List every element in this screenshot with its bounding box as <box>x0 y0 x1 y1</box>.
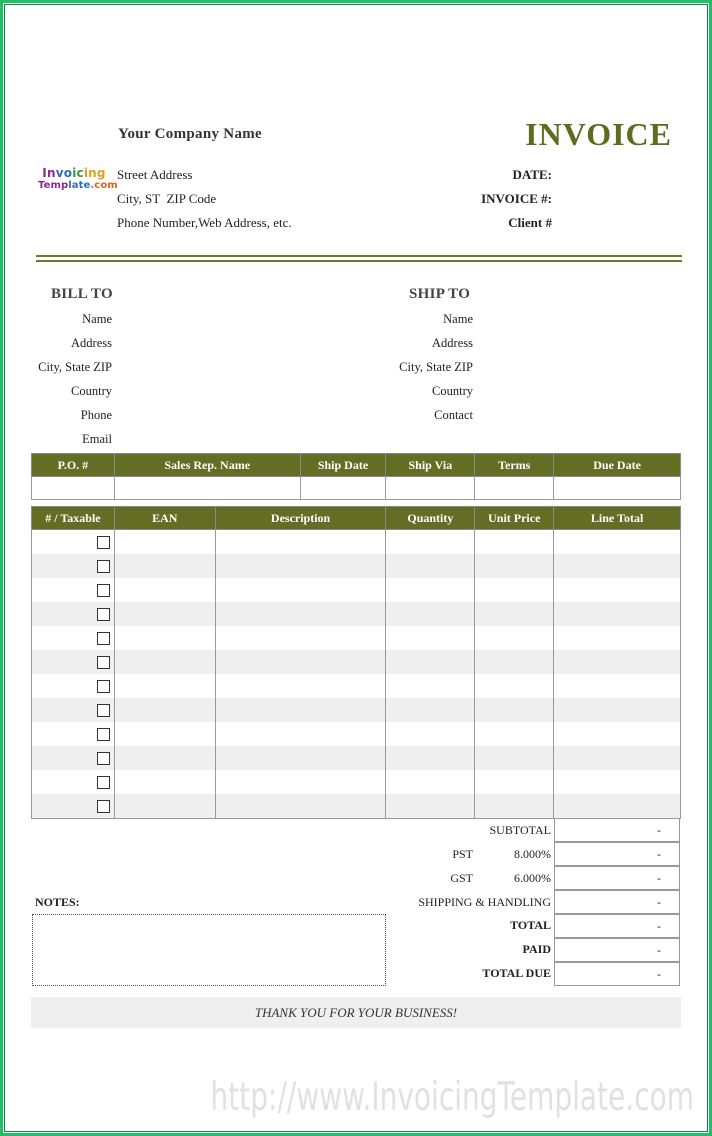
description-cell[interactable] <box>215 746 386 770</box>
taxable-cell[interactable] <box>32 698 115 722</box>
notes-box[interactable] <box>32 914 386 986</box>
description-cell[interactable] <box>215 530 386 555</box>
description-cell[interactable] <box>215 554 386 578</box>
logo-line-1: Invoicing <box>42 166 106 180</box>
line-total-cell[interactable] <box>554 698 681 722</box>
taxable-checkbox[interactable] <box>97 632 110 645</box>
ean-cell[interactable] <box>114 722 215 746</box>
taxable-cell[interactable] <box>32 746 115 770</box>
paid-value[interactable]: - <box>554 938 680 962</box>
shipping-value[interactable]: - <box>554 890 680 914</box>
taxable-cell[interactable] <box>32 674 115 698</box>
line-total-cell[interactable] <box>554 770 681 794</box>
description-cell[interactable] <box>215 650 386 674</box>
ean-cell[interactable] <box>114 650 215 674</box>
line-total-cell[interactable] <box>554 626 681 650</box>
table-row <box>32 722 681 746</box>
unit-price-cell[interactable] <box>475 722 554 746</box>
description-cell[interactable] <box>215 770 386 794</box>
unit-price-cell[interactable] <box>475 794 554 819</box>
table-row <box>32 794 681 819</box>
quantity-cell[interactable] <box>386 674 475 698</box>
quantity-cell[interactable] <box>386 626 475 650</box>
taxable-cell[interactable] <box>32 650 115 674</box>
quantity-cell[interactable] <box>386 530 475 555</box>
subtotal-label: SUBTOTAL <box>489 823 551 837</box>
line-total-cell[interactable] <box>554 602 681 626</box>
quantity-cell[interactable] <box>386 698 475 722</box>
watermark: http://www.InvoicingTemplate.com <box>210 1073 694 1120</box>
taxable-checkbox[interactable] <box>97 560 110 573</box>
header-due-date: Due Date <box>554 454 681 477</box>
unit-price-cell[interactable] <box>475 650 554 674</box>
ship-to-title: SHIP TO <box>409 286 471 302</box>
ship-to-address-label: Address <box>432 336 473 350</box>
ship-to-contact-label: Contact <box>434 408 473 422</box>
table-row <box>32 650 681 674</box>
description-cell[interactable] <box>215 578 386 602</box>
shipping-label: SHIPPING & HANDLING <box>418 895 551 909</box>
sales-rep-cell[interactable] <box>114 477 300 500</box>
unit-price-cell[interactable] <box>475 602 554 626</box>
due-date-cell[interactable] <box>554 477 681 500</box>
terms-cell[interactable] <box>475 477 554 500</box>
ship-to-country-label: Country <box>432 384 473 398</box>
taxable-cell[interactable] <box>32 578 115 602</box>
divider-top <box>36 255 682 257</box>
header-description: Description <box>215 507 386 530</box>
quantity-cell[interactable] <box>386 554 475 578</box>
bill-to-name-label: Name <box>82 312 112 326</box>
taxable-cell[interactable] <box>32 722 115 746</box>
subtotal-value[interactable]: - <box>554 818 680 842</box>
phone-web: Phone Number,Web Address, etc. <box>117 215 292 230</box>
company-name: Your Company Name <box>118 126 262 142</box>
invoice-number-label: INVOICE #: <box>481 191 552 206</box>
header-ship-via: Ship Via <box>386 454 475 477</box>
pst-label: PST <box>452 847 473 861</box>
ship-to-city-label: City, State ZIP <box>399 360 473 374</box>
line-total-cell[interactable] <box>554 746 681 770</box>
header-line-total: Line Total <box>554 507 681 530</box>
taxable-checkbox[interactable] <box>97 800 110 813</box>
pst-rate[interactable]: 8.000% <box>514 847 551 861</box>
order-info-table <box>31 453 681 500</box>
ean-cell[interactable] <box>114 530 215 555</box>
ship-date-cell[interactable] <box>300 477 386 500</box>
total-value: - <box>554 914 680 938</box>
table-row <box>32 578 681 602</box>
quantity-cell[interactable] <box>386 602 475 626</box>
bill-to-phone-label: Phone <box>80 408 112 422</box>
taxable-checkbox[interactable] <box>97 776 110 789</box>
unit-price-cell[interactable] <box>475 578 554 602</box>
taxable-checkbox[interactable] <box>97 752 110 765</box>
taxable-checkbox[interactable] <box>97 608 110 621</box>
ean-cell[interactable] <box>114 602 215 626</box>
description-cell[interactable] <box>215 626 386 650</box>
taxable-cell[interactable] <box>32 602 115 626</box>
quantity-cell[interactable] <box>386 770 475 794</box>
line-total-cell[interactable] <box>554 650 681 674</box>
paid-label: PAID <box>522 942 551 956</box>
bill-to-country-label: Country <box>71 384 112 398</box>
taxable-checkbox[interactable] <box>97 536 110 549</box>
quantity-cell[interactable] <box>386 746 475 770</box>
unit-price-cell[interactable] <box>475 698 554 722</box>
unit-price-cell[interactable] <box>475 770 554 794</box>
header-ean: EAN <box>114 507 215 530</box>
header-terms: Terms <box>475 454 554 477</box>
header-ship-date: Ship Date <box>300 454 386 477</box>
header-taxable: # / Taxable <box>32 507 115 530</box>
city-state-zip: City, ST ZIP Code <box>117 191 217 206</box>
line-total-cell[interactable] <box>554 794 681 819</box>
unit-price-cell[interactable] <box>475 746 554 770</box>
table-row <box>32 602 681 626</box>
table-row <box>32 554 681 578</box>
description-cell[interactable] <box>215 794 386 819</box>
line-total-cell[interactable] <box>554 554 681 578</box>
ean-cell[interactable] <box>114 746 215 770</box>
description-cell[interactable] <box>215 722 386 746</box>
ean-cell[interactable] <box>114 578 215 602</box>
ship-to-name-label: Name <box>443 312 473 326</box>
description-cell[interactable] <box>215 602 386 626</box>
bill-to-address-label: Address <box>71 336 112 350</box>
quantity-cell[interactable] <box>386 722 475 746</box>
bill-to-email-label: Email <box>82 432 112 446</box>
client-number-label: Client # <box>508 215 552 230</box>
taxable-cell[interactable] <box>32 554 115 578</box>
ean-cell[interactable] <box>114 554 215 578</box>
unit-price-cell[interactable] <box>475 530 554 555</box>
notes-label: NOTES: <box>35 895 80 909</box>
gst-value[interactable]: - <box>554 866 680 890</box>
line-total-cell[interactable] <box>554 578 681 602</box>
unit-price-cell[interactable] <box>475 626 554 650</box>
header-quantity: Quantity <box>386 507 475 530</box>
taxable-checkbox[interactable] <box>97 704 110 717</box>
quantity-cell[interactable] <box>386 578 475 602</box>
quantity-cell[interactable] <box>386 650 475 674</box>
po-number-cell[interactable] <box>32 477 115 500</box>
table-row <box>32 698 681 722</box>
thank-you-message: THANK YOU FOR YOUR BUSINESS! <box>31 997 681 1028</box>
total-due-value: - <box>554 962 680 986</box>
quantity-cell[interactable] <box>386 794 475 819</box>
total-due-label: TOTAL DUE <box>482 966 551 980</box>
taxable-cell[interactable] <box>32 626 115 650</box>
ean-cell[interactable] <box>114 698 215 722</box>
taxable-cell[interactable] <box>32 530 115 555</box>
line-total-cell[interactable] <box>554 722 681 746</box>
ean-cell[interactable] <box>114 674 215 698</box>
line-total-cell[interactable] <box>554 674 681 698</box>
header-sales-rep: Sales Rep. Name <box>114 454 300 477</box>
ship-via-cell[interactable] <box>386 477 475 500</box>
logo-line-2: Template.com <box>38 180 118 191</box>
taxable-checkbox[interactable] <box>97 680 110 693</box>
pst-value[interactable]: - <box>554 842 680 866</box>
unit-price-cell[interactable] <box>475 674 554 698</box>
taxable-checkbox[interactable] <box>97 728 110 741</box>
header-unit-price: Unit Price <box>475 507 554 530</box>
street-address: Street Address <box>117 167 193 182</box>
company-logo <box>38 166 118 191</box>
taxable-checkbox[interactable] <box>97 584 110 597</box>
invoice-title: INVOICE <box>525 116 672 152</box>
taxable-checkbox[interactable] <box>97 656 110 669</box>
line-total-cell[interactable] <box>554 530 681 555</box>
table-row <box>32 626 681 650</box>
table-row <box>32 674 681 698</box>
ean-cell[interactable] <box>114 794 215 819</box>
gst-label: GST <box>450 871 473 885</box>
unit-price-cell[interactable] <box>475 554 554 578</box>
table-row <box>32 530 681 555</box>
table-row <box>32 746 681 770</box>
bill-to-title: BILL TO <box>51 286 114 302</box>
divider-bottom <box>36 260 682 262</box>
description-cell[interactable] <box>215 698 386 722</box>
ean-cell[interactable] <box>114 770 215 794</box>
taxable-cell[interactable] <box>32 770 115 794</box>
date-label: DATE: <box>512 167 552 182</box>
header-po-number: P.O. # <box>32 454 115 477</box>
gst-rate[interactable]: 6.000% <box>514 871 551 885</box>
description-cell[interactable] <box>215 674 386 698</box>
total-label: TOTAL <box>510 918 551 932</box>
line-items-table <box>31 506 681 819</box>
taxable-cell[interactable] <box>32 794 115 819</box>
table-row <box>32 770 681 794</box>
ean-cell[interactable] <box>114 626 215 650</box>
bill-to-city-label: City, State ZIP <box>38 360 112 374</box>
